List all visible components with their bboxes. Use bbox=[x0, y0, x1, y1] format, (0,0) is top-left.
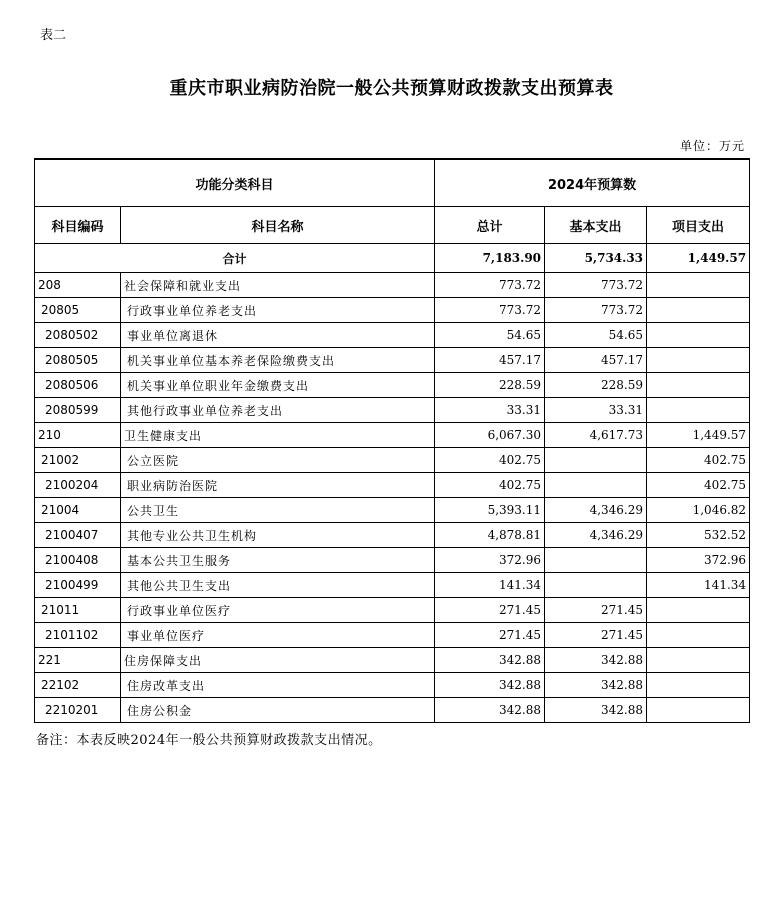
row-code: 2080599 bbox=[35, 398, 121, 423]
row-name: 社会保障和就业支出 bbox=[121, 273, 435, 298]
row-basic: 4,346.29 bbox=[545, 523, 647, 548]
header-project: 项目支出 bbox=[647, 207, 750, 244]
row-project bbox=[647, 623, 750, 648]
document-label: 表二 bbox=[40, 28, 67, 43]
row-basic: 228.59 bbox=[545, 373, 647, 398]
row-total: 271.45 bbox=[435, 623, 545, 648]
row-name: 职业病防治医院 bbox=[121, 473, 435, 498]
row-basic: 342.88 bbox=[545, 698, 647, 723]
row-project: 402.75 bbox=[647, 473, 750, 498]
header-total: 总计 bbox=[435, 207, 545, 244]
row-name: 机关事业单位基本养老保险缴费支出 bbox=[121, 348, 435, 373]
row-name: 住房保障支出 bbox=[121, 648, 435, 673]
row-name: 公立医院 bbox=[121, 448, 435, 473]
row-code: 2101102 bbox=[35, 623, 121, 648]
row-project bbox=[647, 298, 750, 323]
row-basic bbox=[545, 548, 647, 573]
footnote: 备注：本表反映2024年一般公共预算财政拨款支出情况。 bbox=[36, 733, 382, 748]
row-code: 208 bbox=[35, 273, 121, 298]
row-total: 228.59 bbox=[435, 373, 545, 398]
total-row bbox=[35, 244, 750, 273]
row-basic: 773.72 bbox=[545, 298, 647, 323]
row-project bbox=[647, 373, 750, 398]
row-total: 372.96 bbox=[435, 548, 545, 573]
table-row bbox=[35, 623, 750, 648]
row-name: 住房改革支出 bbox=[121, 673, 435, 698]
row-total: 54.65 bbox=[435, 323, 545, 348]
table-row bbox=[35, 448, 750, 473]
row-total: 457.17 bbox=[435, 348, 545, 373]
table-row bbox=[35, 398, 750, 423]
row-project: 1,046.82 bbox=[647, 498, 750, 523]
total-total: 7,183.90 bbox=[435, 244, 545, 273]
row-total: 4,878.81 bbox=[435, 523, 545, 548]
row-code: 21004 bbox=[35, 498, 121, 523]
total-project: 1,449.57 bbox=[647, 244, 750, 273]
row-total: 402.75 bbox=[435, 448, 545, 473]
total-label: 合计 bbox=[35, 244, 435, 273]
row-project: 532.52 bbox=[647, 523, 750, 548]
row-code: 22102 bbox=[35, 673, 121, 698]
row-project: 372.96 bbox=[647, 548, 750, 573]
header-basic: 基本支出 bbox=[545, 207, 647, 244]
row-name: 其他行政事业单位养老支出 bbox=[121, 398, 435, 423]
row-project bbox=[647, 348, 750, 373]
row-basic: 342.88 bbox=[545, 648, 647, 673]
table-row bbox=[35, 423, 750, 448]
row-basic bbox=[545, 573, 647, 598]
row-name: 其他专业公共卫生机构 bbox=[121, 523, 435, 548]
table-row bbox=[35, 573, 750, 598]
table-row bbox=[35, 598, 750, 623]
row-project bbox=[647, 648, 750, 673]
row-total: 141.34 bbox=[435, 573, 545, 598]
row-code: 21002 bbox=[35, 448, 121, 473]
table-row bbox=[35, 498, 750, 523]
row-code: 20805 bbox=[35, 298, 121, 323]
header-code: 科目编码 bbox=[35, 207, 121, 244]
row-basic: 271.45 bbox=[545, 598, 647, 623]
row-code: 2080505 bbox=[35, 348, 121, 373]
table-row bbox=[35, 698, 750, 723]
row-basic: 773.72 bbox=[545, 273, 647, 298]
row-name: 行政事业单位医疗 bbox=[121, 598, 435, 623]
row-total: 342.88 bbox=[435, 673, 545, 698]
row-name: 公共卫生 bbox=[121, 498, 435, 523]
row-total: 342.88 bbox=[435, 648, 545, 673]
table-row bbox=[35, 348, 750, 373]
table-row bbox=[35, 323, 750, 348]
row-project bbox=[647, 273, 750, 298]
budget-table bbox=[34, 158, 750, 723]
page-title: 重庆市职业病防治院一般公共预算财政拨款支出预算表 bbox=[169, 78, 614, 99]
row-name: 事业单位医疗 bbox=[121, 623, 435, 648]
row-code: 2100407 bbox=[35, 523, 121, 548]
row-basic: 4,346.29 bbox=[545, 498, 647, 523]
row-name: 机关事业单位职业年金缴费支出 bbox=[121, 373, 435, 398]
row-total: 6,067.30 bbox=[435, 423, 545, 448]
total-basic: 5,734.33 bbox=[545, 244, 647, 273]
row-name: 住房公积金 bbox=[121, 698, 435, 723]
row-code: 2100204 bbox=[35, 473, 121, 498]
row-project bbox=[647, 598, 750, 623]
row-code: 2210201 bbox=[35, 698, 121, 723]
row-code: 21011 bbox=[35, 598, 121, 623]
table-row bbox=[35, 523, 750, 548]
row-total: 5,393.11 bbox=[435, 498, 545, 523]
row-code: 2080506 bbox=[35, 373, 121, 398]
row-total: 271.45 bbox=[435, 598, 545, 623]
row-project: 402.75 bbox=[647, 448, 750, 473]
table-row bbox=[35, 373, 750, 398]
row-name: 基本公共卫生服务 bbox=[121, 548, 435, 573]
table-row bbox=[35, 298, 750, 323]
row-code: 210 bbox=[35, 423, 121, 448]
row-project bbox=[647, 323, 750, 348]
row-total: 773.72 bbox=[435, 298, 545, 323]
row-project bbox=[647, 698, 750, 723]
header-name: 科目名称 bbox=[121, 207, 435, 244]
table-row bbox=[35, 673, 750, 698]
row-basic: 342.88 bbox=[545, 673, 647, 698]
row-total: 33.31 bbox=[435, 398, 545, 423]
row-project: 141.34 bbox=[647, 573, 750, 598]
table-row bbox=[35, 273, 750, 298]
row-code: 2100499 bbox=[35, 573, 121, 598]
row-code: 221 bbox=[35, 648, 121, 673]
table-row bbox=[35, 473, 750, 498]
header-budget: 2024年预算数 bbox=[435, 159, 750, 207]
row-basic bbox=[545, 448, 647, 473]
table-row bbox=[35, 548, 750, 573]
row-total: 342.88 bbox=[435, 698, 545, 723]
row-name: 其他公共卫生支出 bbox=[121, 573, 435, 598]
unit-label: 单位：万元 bbox=[679, 139, 745, 153]
row-total: 773.72 bbox=[435, 273, 545, 298]
row-total: 402.75 bbox=[435, 473, 545, 498]
row-basic bbox=[545, 473, 647, 498]
row-name: 事业单位离退休 bbox=[121, 323, 435, 348]
row-basic: 271.45 bbox=[545, 623, 647, 648]
row-basic: 4,617.73 bbox=[545, 423, 647, 448]
row-project bbox=[647, 398, 750, 423]
row-name: 卫生健康支出 bbox=[121, 423, 435, 448]
row-code: 2080502 bbox=[35, 323, 121, 348]
row-basic: 33.31 bbox=[545, 398, 647, 423]
row-basic: 457.17 bbox=[545, 348, 647, 373]
row-name: 行政事业单位养老支出 bbox=[121, 298, 435, 323]
row-code: 2100408 bbox=[35, 548, 121, 573]
row-project: 1,449.57 bbox=[647, 423, 750, 448]
row-project bbox=[647, 673, 750, 698]
row-basic: 54.65 bbox=[545, 323, 647, 348]
table-row bbox=[35, 648, 750, 673]
header-func-class: 功能分类科目 bbox=[35, 159, 435, 207]
